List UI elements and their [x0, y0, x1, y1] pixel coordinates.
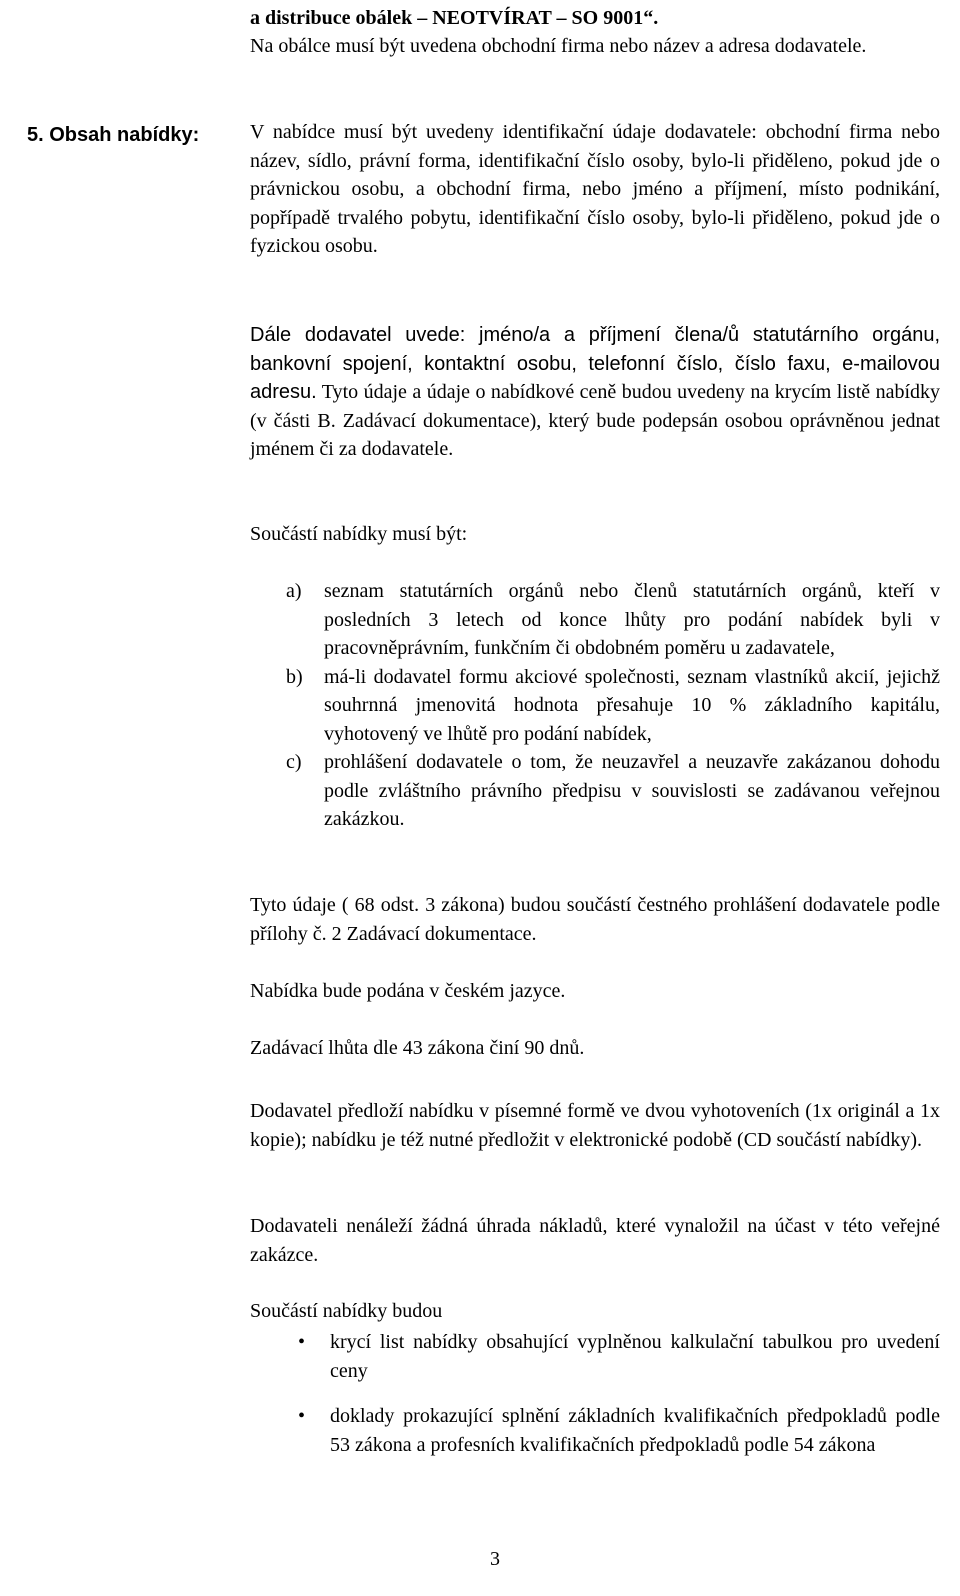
list-marker: a) — [286, 580, 302, 602]
paragraph-copies: Dodavatel předloží nabídku v písemné formě ve dvou vyhotoveních (1x originál a 1x kopie); nabídku je též nutné předložit v elektronické podobě (CD součástí nabídky). — [250, 1100, 940, 1151]
header-line-1: a distribuce obálek – NEOTVÍRAT – SO 9001“. — [250, 7, 659, 29]
section-number: 5. — [27, 124, 44, 146]
parts-bullet-list — [250, 1328, 940, 1459]
bullet-item — [250, 1402, 940, 1459]
section-title: Obsah nabídky: — [49, 124, 200, 146]
section-heading — [27, 121, 199, 150]
paragraph-costs: Dodavateli nenáleží žádná úhrada nákladů, které vynaložil na účast v této veřejné zakázce. — [250, 1215, 940, 1266]
paragraph-identification: V nabídce musí být uvedeny identifikační údaje dodavatele: obchodní firma nebo název, sídlo, právní forma, identifikační číslo osoby, bylo-li přiděleno, pokud jde o právnickou osobu, a obchodní firma, nebo jméno a příjmení, místo podnikání, popřípadě trvalého pobytu, identifikační číslo osoby, bylo-li přiděleno, pokud jde o fyzickou osobu. — [250, 121, 940, 257]
list-item-text: prohlášení dodavatele o tom, že neuzavřel a neuzavře zakázanou dohodu podle zvláštního právního předpisu v souvislosti se zadávanou veřejnou zakázkou. — [324, 751, 940, 830]
bullet-item-text: krycí list nabídky obsahující vyplněnou kalkulační tabulkou pro uvedení ceny — [330, 1331, 940, 1382]
required-items-list — [250, 577, 940, 834]
list-item — [250, 577, 940, 663]
paragraph-deadline: Zadávací lhůta dle 43 zákona činí 90 dnů. — [250, 1037, 585, 1059]
list-item — [250, 663, 940, 749]
bullet-icon: • — [298, 1331, 306, 1353]
paragraph-supplier-details-part1: Dále dodavatel uvede: jméno/a a příjmení člena/ů statutárního orgánu, bankovní spojení, kontaktní osobu, telefonní číslo, číslo faxu, e-mailovou adresu. — [250, 324, 940, 403]
must-contain-heading: Součástí nabídky musí být: — [250, 523, 468, 545]
bullet-item — [250, 1328, 940, 1385]
bullet-icon: • — [298, 1405, 306, 1427]
list-item-text: seznam statutárních orgánů nebo členů statutárních orgánů, kteří v posledních 3 letech od konce lhůty pro podání nabídek byli v pracovněprávním, funkčním či obdobném poměru u zadavatele, — [324, 580, 940, 659]
header-line-2: Na obálce musí být uvedena obchodní firma nebo název a adresa dodavatele. — [250, 35, 867, 57]
page-number: 3 — [490, 1548, 500, 1570]
list-item — [250, 748, 940, 834]
paragraph-supplier-details — [250, 321, 940, 464]
list-marker: b) — [286, 665, 303, 688]
list-marker: c) — [286, 751, 302, 773]
paragraph-language: Nabídka bude podána v českém jazyce. — [250, 980, 566, 1002]
list-item-text: má-li dodavatel formu akciové společnosti, seznam vlastníků akcií, jejichž souhrnná jmenovitá hodnota přesahuje 10 % základního kapitálu, vyhotovený ve lhůtě pro podání nabídek, — [324, 665, 940, 745]
bullet-item-text: doklady prokazující splnění základních kvalifikačních předpokladů podle 53 zákona a profesních kvalifikačních předpokladů podle 54 zákona — [330, 1405, 940, 1456]
paragraph-supplier-details-part2: Tyto údaje a údaje o nabídkové ceně budou uvedeny na krycím listě nabídky (v části B. Zadávací dokumentace), který bude podepsán osobou oprávněnou jednat jménem či za dodavatele. — [250, 381, 940, 460]
parts-heading: Součástí nabídky budou — [250, 1300, 443, 1322]
paragraph-declaration: Tyto údaje ( 68 odst. 3 zákona) budou součástí čestného prohlášení dodavatele podle přílohy č. 2 Zadávací dokumentace. — [250, 894, 940, 945]
